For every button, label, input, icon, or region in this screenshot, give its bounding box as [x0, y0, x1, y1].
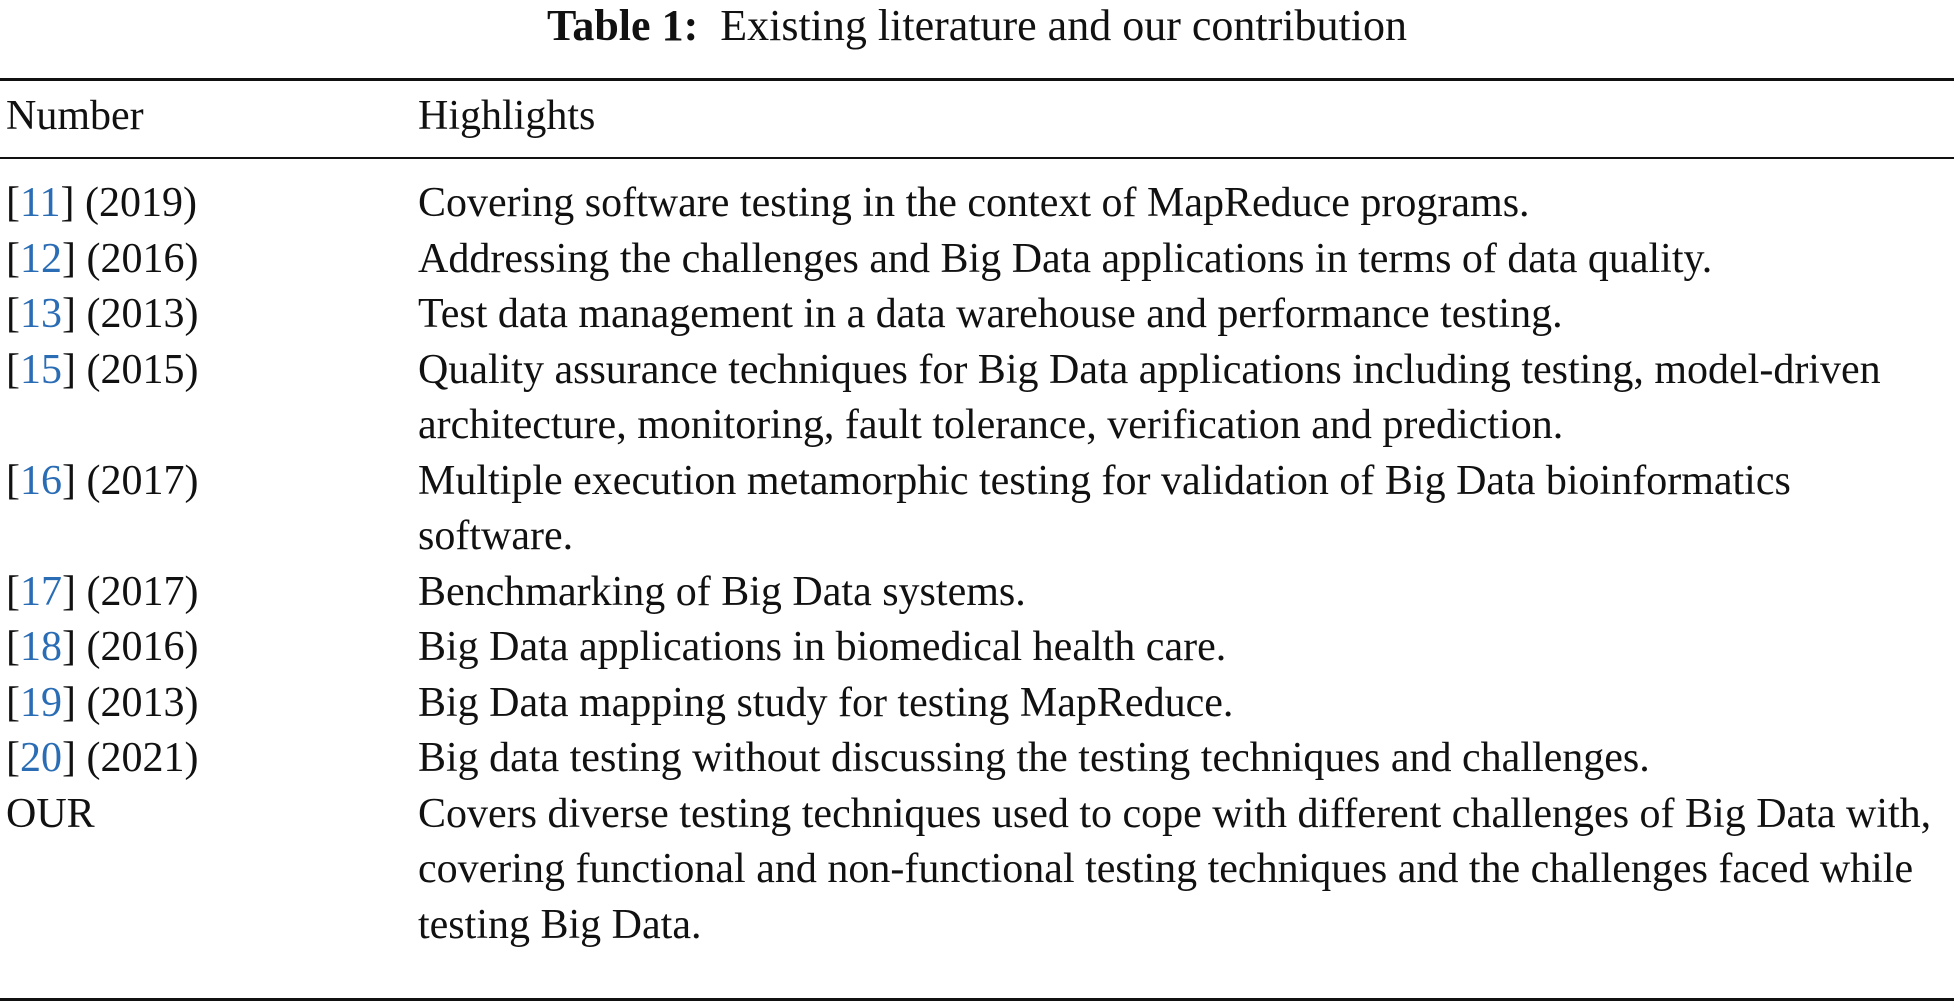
row-highlight-cell: Big data testing without discussing the testing techniques and challenges. — [418, 735, 1650, 781]
row-highlight-cell: Big Data mapping study for testing MapReduce. — [418, 679, 1234, 726]
column-header-number: Number — [6, 93, 144, 139]
row-highlight-cell: Benchmarking of Big Data systems. — [418, 568, 1026, 615]
table-row — [0, 731, 1954, 787]
citation-link[interactable]: 13 — [20, 291, 62, 337]
table-bottom-rule — [0, 998, 1954, 1001]
row-highlight-cell: Addressing the challenges and Big Data applications in terms of data quality. — [418, 235, 1713, 282]
row-highlight-cell: Covering software testing in the context of MapReduce programs. — [418, 180, 1530, 226]
table-caption-label: Table 1: — [547, 1, 699, 50]
citation-link[interactable]: 19 — [20, 679, 62, 726]
row-number-cell: [15] (2015) — [6, 346, 199, 393]
row-year: (2016) — [86, 624, 199, 670]
row-year: (2019) — [84, 180, 197, 226]
table-row — [0, 454, 1954, 565]
row-highlight-cell: Multiple execution metamorphic testing for validation of Big Data bioinformatics software. — [418, 457, 1791, 559]
row-year: (2013) — [86, 291, 199, 337]
row-highlight-cell: Quality assurance techniques for Big Data applications including testing, model-driven architecture, monitoring, fault tolerance, verification and prediction. — [418, 346, 1881, 448]
table-caption-text: Existing literature and our contribution — [720, 1, 1407, 50]
row-number-cell: [17] (2017) — [6, 568, 199, 615]
citation-link[interactable]: 16 — [20, 457, 62, 504]
table-row — [0, 176, 1954, 232]
table-row — [0, 232, 1954, 288]
row-number-cell: [19] (2013) — [6, 679, 199, 726]
table-header-row — [0, 88, 1954, 144]
table-row — [0, 565, 1954, 621]
row-highlight-cell: Covers diverse testing techniques used to cope with different challenges of Big Data with, covering functional and non-functional testing techniques and the challenges faced while testing Big Data. — [418, 790, 1932, 948]
row-year: (2013) — [86, 679, 199, 726]
citation-link[interactable]: 12 — [20, 235, 62, 282]
row-number-cell: [16] (2017) — [6, 457, 199, 504]
row-number-cell: OUR — [6, 790, 95, 837]
row-year: (2015) — [86, 346, 199, 393]
citation-link[interactable]: 20 — [20, 735, 62, 781]
table-caption — [0, 2, 1954, 50]
table-row — [0, 287, 1954, 343]
citation-link[interactable]: 18 — [20, 624, 62, 670]
row-number-cell: [11] (2019) — [6, 180, 197, 226]
table-header-rule — [0, 157, 1954, 159]
row-year: (2017) — [86, 457, 199, 504]
row-year: (2021) — [86, 735, 199, 781]
table-row — [0, 787, 1954, 954]
table-top-rule — [0, 78, 1954, 81]
column-header-highlights: Highlights — [418, 93, 596, 139]
row-number-cell: [18] (2016) — [6, 624, 199, 670]
table-row — [0, 620, 1954, 676]
citation-link[interactable]: 15 — [20, 346, 62, 393]
table-row — [0, 676, 1954, 732]
citation-link[interactable]: 17 — [20, 568, 62, 615]
row-highlight-cell: Big Data applications in biomedical health care. — [418, 624, 1227, 670]
table-row — [0, 343, 1954, 454]
row-number-cell: [13] (2013) — [6, 291, 199, 337]
row-number-cell: [12] (2016) — [6, 235, 199, 282]
row-year: (2017) — [86, 568, 199, 615]
citation-link[interactable]: 11 — [20, 180, 61, 226]
row-highlight-cell: Test data management in a data warehouse and performance testing. — [418, 291, 1563, 337]
row-number-cell: [20] (2021) — [6, 735, 199, 781]
table-body — [0, 176, 1954, 953]
row-year: (2016) — [86, 235, 199, 282]
